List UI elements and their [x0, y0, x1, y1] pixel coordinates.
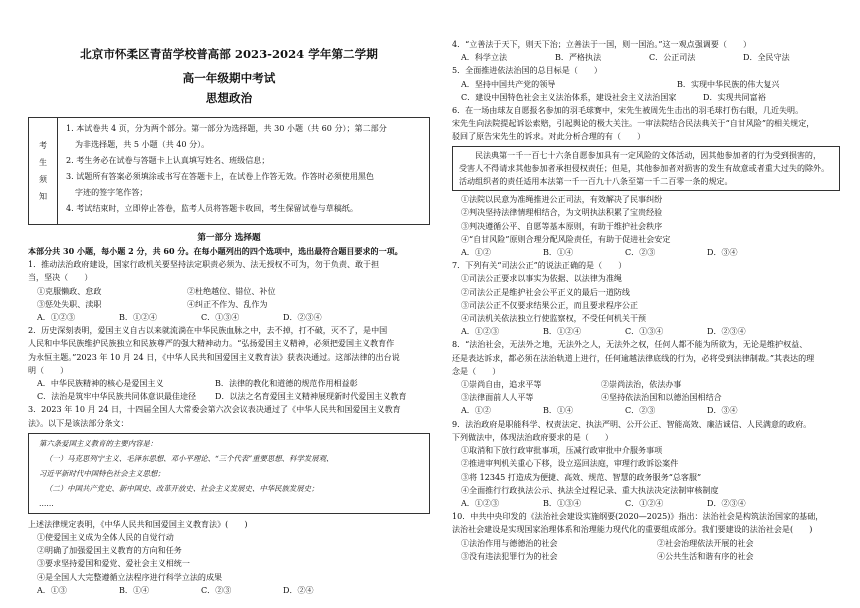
q10-sub: ②社会治理依法开展的社会 [657, 538, 754, 548]
school-title: 北京市怀柔区青苗学校普高部 2023-2024 学年第二学期 [80, 47, 378, 61]
q9-sub: ①取消和下放行政审批事项，压减行政审批中介服务事项 [461, 446, 663, 456]
q2-stem: 人民和中华民族维护民族独立和民族尊严的强大精神动力。“弘扬爱国主义精神，必须把爱国主义教育作 [28, 339, 395, 349]
choice-b[interactable]: B．①④ [543, 406, 574, 416]
q3-sub: ②明确了加强爱国主义教育的方向和任务 [37, 546, 182, 556]
q4-stem: 4．“立善法于天下，则天下治；立善法于一国，则一国治。”这一观点强调要（ ） [452, 40, 752, 49]
choice-d[interactable]: D．②③④ [283, 313, 322, 323]
choice-a[interactable]: A．①② [461, 248, 491, 258]
q2-stem: 2．历史深刻表明，爱国主义自古以来就流淌在中华民族血脉之中，去不掉，打不破，灭不了，是中国 [28, 326, 388, 336]
notice-body [58, 118, 429, 224]
choice-c[interactable]: C．公正司法 [649, 53, 696, 63]
q1-stem: 1．推动法治政府建设，国家行政机关要坚持法定职责必须为、法无授权不可为，勿于负责、敢于担 [28, 260, 380, 270]
candidate-notice-box [28, 117, 430, 225]
notice-line: 为非选择题，共 5 小题（共 40 分）。 [75, 140, 210, 149]
choice-d[interactable]: D．全民守法 [743, 53, 790, 63]
exam-title: 高一年级期中考试 [182, 71, 276, 85]
notice-side-char: 知 [38, 192, 48, 201]
q1-sub: ③惩处失职、渎职 [37, 299, 102, 309]
q5-stem: 5．全面推进依法治国的总目标是（ ） [452, 66, 602, 76]
q10-sub: ④公共生活和谐有序的社会 [657, 551, 754, 561]
q6-stem: 宋先生向法院提起诉讼索赔，引起舆论的极大关注。一审法院结合民法典关于“自甘风险”的相关规定， [452, 119, 815, 129]
choice-a[interactable]: A．科学立法 [461, 53, 508, 63]
q9-choices [452, 497, 840, 510]
q8-subs-row [452, 378, 840, 391]
excerpt-line: （一）马克思列宁主义、毛泽东思想、邓小平理论、“三个代表”重要思想、科学发展观、 [45, 453, 334, 463]
choice-c[interactable]: C．②③ [201, 585, 232, 595]
notice-line: 1. 本试卷共 4 页，分为两个部分。第一部分为选择题，共 30 小题（共 60 分）；第二部分 [66, 124, 387, 133]
excerpt-line: 活动组织者的责任适用本法第一千一百九十八条至第一千二百零一条的规定。 [459, 177, 733, 187]
choice-b[interactable]: B．法律的教化和道德的规范作用相益彰 [215, 379, 358, 389]
q6-sub: ④“自甘风险”原则合理分配风险责任，有助于促进社会安定 [461, 234, 671, 244]
choice-a[interactable]: A．①②③ [461, 327, 499, 337]
choice-a[interactable]: A．中华民族精神的核心是爱国主义 [37, 379, 164, 389]
subject-title: 思想政治 [205, 91, 253, 105]
q2-options-row [28, 390, 430, 403]
q4-choices [452, 51, 840, 64]
choice-c[interactable]: C．①②④ [625, 498, 664, 508]
q6-stem: 驳回了原告宋先生的诉求。对此分析合理的有（ ） [452, 132, 646, 142]
q8-sub: ①崇尚自由，追求平等 [461, 380, 542, 390]
choice-a[interactable]: A．①②③ [37, 313, 75, 323]
q3-stem: 法》。以下是该法部分条文： [28, 418, 129, 428]
q6-stem: 6．在一场由球友自愿报名参加的羽毛球赛中，宋先生被周先生击出的羽毛球打伤右眼，几近失明。 [452, 106, 804, 116]
q8-stem: 8．“法治社会，无法外之地，无法外之人，无法外之权，任何人都不能为所欲为，无论是维护权益、 [452, 340, 808, 350]
notice-line: 字迹的签字笔作答； [75, 188, 148, 197]
q2-stem: 为永恒主题。”2023 年 10 月 24 日，《中华人民共和国爱国主义教育法》获表决通过。这部法律的出台说 [28, 352, 400, 362]
choice-c[interactable]: C．建设中国特色社会主义法治体系，建设社会主义法治国家 [461, 92, 677, 102]
choice-a[interactable]: A．坚持中国共产党的领导 [461, 79, 556, 89]
q1-sub: ④纠正不作为、乱作为 [187, 299, 268, 309]
choice-b[interactable]: B．①④ [119, 585, 150, 595]
q1-choices [28, 311, 430, 324]
q10-stem: 法治社会建设是实现国家治理体系和治理能力现代化的重要组成部分。我们要建设的法治社会是( ) [452, 525, 813, 535]
excerpt-line: （二）中国共产党史、新中国史、改革开放史、社会主义发展史、中华民族发展史； [45, 483, 319, 493]
choice-a[interactable]: A．①②③ [461, 498, 499, 508]
choice-b[interactable]: B．①②④ [119, 313, 158, 323]
q3-sub: ①使爱国主义成为全体人民的自觉行动 [37, 533, 174, 543]
choice-d[interactable]: D．实现共同富裕 [703, 92, 766, 102]
choice-d[interactable]: D．以法之名育爱国主义精神展现新时代爱国主义教育 [215, 392, 407, 402]
choice-d[interactable]: D．③④ [707, 248, 738, 258]
q1-sub: ①克服懒政、怠政 [37, 286, 102, 296]
part1-instruction: 本部分共 30 小题，每小题 2 分，共 60 分。在每小题列出的四个选项中，选出最符合题目要求的一项。 [28, 246, 403, 256]
q6-law-excerpt [452, 146, 840, 192]
notice-side-label [29, 118, 58, 224]
q7-stem: 7．下列有关“司法公正”的说法正确的是（ ） [452, 261, 627, 271]
q3-sub: ③要求坚持爱国和爱党、爱社会主义相统一 [37, 559, 190, 569]
choice-d[interactable]: D．②④ [283, 585, 314, 595]
q1-subs-row [28, 285, 430, 298]
q8-stem: 念是（ ） [452, 366, 501, 376]
choice-c[interactable]: C．②③ [625, 248, 656, 258]
part1-title: 第一部分 选择题 [197, 233, 261, 243]
q9-stem: 9．法治政府是职能科学、权责法定、执法严明、公开公正、智能高效、廉洁诚信、人民满意的政府。 [452, 419, 812, 429]
q2-options-row [28, 377, 430, 390]
q6-sub: ③判决遵循公平、自愿等基本原则，有助于维护社会秩序 [461, 221, 663, 231]
q3-prompt: 上述法律规定表明，《中华人民共和国爱国主义教育法》( ) [28, 519, 248, 529]
excerpt-line: 民法典第一千一百七十六条自愿参加具有一定风险的文体活动，因其他参加者的行为受到损害的， [475, 150, 822, 160]
q3-law-excerpt [28, 433, 430, 514]
q10-sub: ①法治作用与德德治的社会 [461, 538, 558, 548]
q8-sub: ③法律面前人人平等 [461, 393, 534, 403]
q10-subs-row [452, 550, 840, 563]
q7-sub: ①司法公正要求以事实为依据、以法律为准绳 [461, 274, 622, 284]
q10-subs-row [452, 537, 840, 550]
q8-choices [452, 404, 840, 417]
q9-sub: ③将 12345 打造成为便捷、高效、规范、智慧的政务服务“总客服” [461, 472, 702, 482]
q3-stem: 3．2023 年 10 月 24 日，十四届全国人大常委会第六次会议表决通过了《中华人民共和国爱国主义教育 [28, 405, 401, 415]
excerpt-line: …… [39, 498, 54, 508]
choice-c[interactable]: C．①③④ [201, 313, 240, 323]
excerpt-line: 受害人不得请求其他参加者承担侵权责任；但是，其他参加者对损害的发生有故意或者重大过失的除外。 [459, 163, 830, 173]
notice-line: 4. 考试结束时，立即停止答卷，监考人员将答题卡收回，考生保留试卷与草稿纸。 [66, 204, 358, 213]
choice-b[interactable]: B．①②④ [543, 327, 582, 337]
q1-sub: ②杜绝越位、错位、补位 [187, 286, 276, 296]
notice-side-char: 生 [38, 158, 48, 167]
q6-sub: ②判决坚持法律情理相结合，为文明执法积累了宝贵经验 [461, 208, 663, 218]
choice-a[interactable]: A．①② [461, 406, 491, 416]
left-column [28, 34, 430, 597]
choice-c[interactable]: C．①③④ [625, 327, 664, 337]
q5-options-row [452, 91, 840, 104]
q7-choices [452, 325, 840, 338]
q9-sub: ②推进审判机关重心下移，设立巡回法庭，审理行政诉讼案件 [461, 459, 679, 469]
q1-subs-row [28, 298, 430, 311]
excerpt-line: 第六条爱国主义教育的主要内容是： [39, 438, 158, 448]
notice-side-char: 考 [38, 141, 48, 150]
q8-stem: 还是表达诉求，都必须在法治轨道上进行，任何逾越法律底线的行为，必将受到法律制裁。”其表达的理 [452, 353, 815, 363]
notice-line: 3. 试题所有答案必须填涂或书写在答题卡上，在试卷上作答无效。作答时必须使用黑色 [66, 172, 374, 181]
q9-stem: 下列做法中，体现法治政府要求的是（ ） [452, 432, 613, 442]
q3-sub: ④是全国人大完整遵循立法程序进行科学立法的成果 [37, 572, 223, 582]
choice-d[interactable]: D．②③④ [707, 498, 746, 508]
choice-d[interactable]: D．②③④ [707, 327, 746, 337]
q5-options-row [452, 78, 840, 91]
q2-stem: 明（ ） [28, 365, 69, 375]
q8-sub: ②崇尚法治，依法办事 [601, 380, 682, 390]
q8-sub: ④坚持依法治国和以德治国相结合 [601, 393, 722, 403]
choice-b[interactable]: B．实现中华民族的伟大复兴 [677, 79, 780, 89]
q3-choices [28, 584, 430, 597]
q8-subs-row [452, 391, 840, 404]
q10-stem: 10．中共中央印发的《法治社会建设实施纲要(2020—2025)》指出：法治社会是构筑法治国家的基础， [452, 512, 824, 522]
q7-sub: ④司法机关依法独立行使监察权，不受任何机关干预 [461, 314, 647, 324]
choice-b[interactable]: B．①④ [543, 248, 574, 258]
q1-stem: 当，坚决（ ） [28, 273, 93, 283]
q6-sub: ①法院以民意为准绳推进公正司法，有效解决了民事纠纷 [461, 195, 663, 205]
right-column [452, 38, 840, 563]
q7-sub: ②司法公正是维护社会公平正义的最后一道防线 [461, 287, 630, 297]
notice-line: 2. 考生务必在试卷与答题卡上认真填写姓名、班级信息； [66, 156, 270, 165]
choice-d[interactable]: D．③④ [707, 406, 738, 416]
q9-sub: ④全面推行行政执法公示、执法全过程记录、重大执法决定法制审核制度 [461, 485, 719, 495]
q7-sub: ③司法公正不仅要求结果公正，而且要求程序公正 [461, 300, 639, 310]
choice-c[interactable]: C．法治是筑牢中华民族共同体意识最佳途径 [37, 392, 197, 402]
choice-c[interactable]: C．②③ [625, 406, 656, 416]
choice-b[interactable]: B．严格执法 [555, 53, 602, 63]
choice-b[interactable]: B．①③④ [543, 498, 582, 508]
q10-sub: ③没有违法犯罪行为的社会 [461, 551, 558, 561]
choice-a[interactable]: A．①③ [37, 585, 67, 595]
excerpt-line: 习近平新时代中国特色社会主义思想； [39, 468, 165, 478]
q6-choices [452, 246, 840, 259]
notice-side-char: 须 [38, 175, 48, 184]
